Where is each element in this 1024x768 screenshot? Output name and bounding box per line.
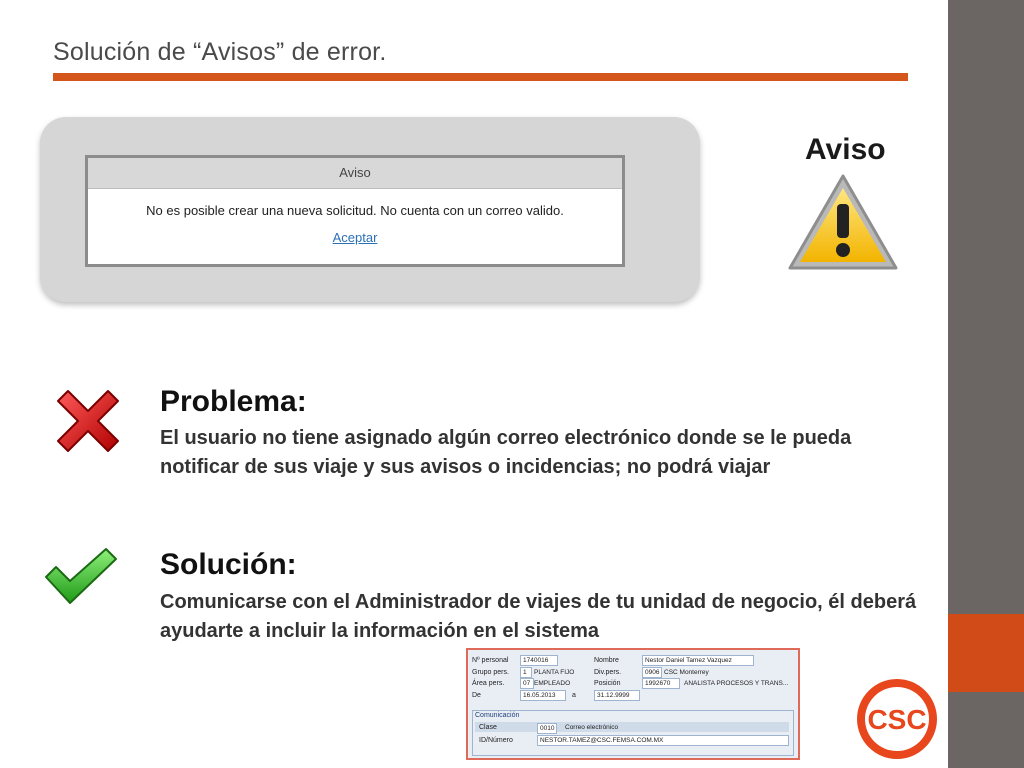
csc-logo	[852, 675, 942, 763]
email-field[interactable]: NESTOR.TAMEZ@CSC.FEMSA.COM.MX	[537, 735, 789, 746]
problem-text: El usuario no tiene asignado algún correo electrónico donde se le pueda notificar de sus viaje y sus avisos o incidencias; no podrá viajar	[160, 427, 852, 478]
posicion-value: ANALISTA PROCESOS Y TRANS...	[684, 680, 789, 687]
check-icon	[42, 545, 120, 607]
grupo-value: PLANTA FIJO	[534, 669, 575, 676]
dialog-title: Aviso	[88, 158, 622, 189]
nombre-label: Nombre	[594, 657, 619, 664]
accept-link[interactable]: Aceptar	[332, 230, 378, 245]
clase-value: Correo electrónico	[565, 724, 619, 731]
comunicacion-header-row	[475, 722, 789, 732]
grupo-code-field[interactable]: 1	[520, 667, 532, 678]
area-label: Área pers.	[472, 680, 505, 687]
area-value: EMPLEADO	[534, 680, 571, 687]
logo-text: CSC	[867, 704, 927, 735]
comunicacion-title: Comunicación	[475, 712, 520, 719]
comunicacion-group	[472, 710, 794, 756]
aviso-dialog	[85, 155, 625, 267]
personal-field[interactable]: 1740016	[520, 655, 558, 666]
personal-label: Nº personal	[472, 657, 509, 664]
sap-employee-record	[466, 648, 800, 760]
title-underline	[53, 73, 908, 81]
id-label: ID/Número	[479, 737, 513, 744]
solution-heading: Solución:	[160, 548, 297, 581]
div-code-field[interactable]: 0906	[642, 667, 662, 678]
a-date-field[interactable]: 31.12.9999	[594, 690, 640, 701]
dialog-message: No es posible crear una nueva solicitud. No cuenta con un correo valido.	[146, 203, 564, 218]
posicion-label: Posición	[594, 680, 621, 687]
aviso-heading: Aviso	[805, 133, 886, 166]
problem-heading: Problema:	[160, 385, 307, 418]
sidebar-accent-block	[948, 614, 1024, 692]
solution-text: Comunicarse con el Administrador de viajes de tu unidad de negocio, él deberá ayudarte a incluir la información en el sistema	[160, 591, 917, 642]
div-value: CSC Monterrey	[664, 669, 709, 676]
grupo-label: Grupo pers.	[472, 669, 509, 676]
warning-icon	[786, 172, 900, 274]
area-code-field[interactable]: 07	[520, 678, 534, 689]
slide-title: Solución de “Avisos” de error.	[53, 38, 387, 66]
x-icon	[52, 385, 124, 457]
nombre-field[interactable]: Nestor Daniel Tamez Vazquez	[642, 655, 754, 666]
clase-label: Clase	[479, 724, 497, 731]
posicion-code-field[interactable]: 1992670	[642, 678, 680, 689]
div-label: Div.pers.	[594, 669, 622, 676]
a-label: a	[572, 692, 576, 699]
de-label: De	[472, 692, 481, 699]
clase-code-field[interactable]: 0010	[537, 723, 557, 734]
de-date-field[interactable]: 16.05.2013	[520, 690, 566, 701]
